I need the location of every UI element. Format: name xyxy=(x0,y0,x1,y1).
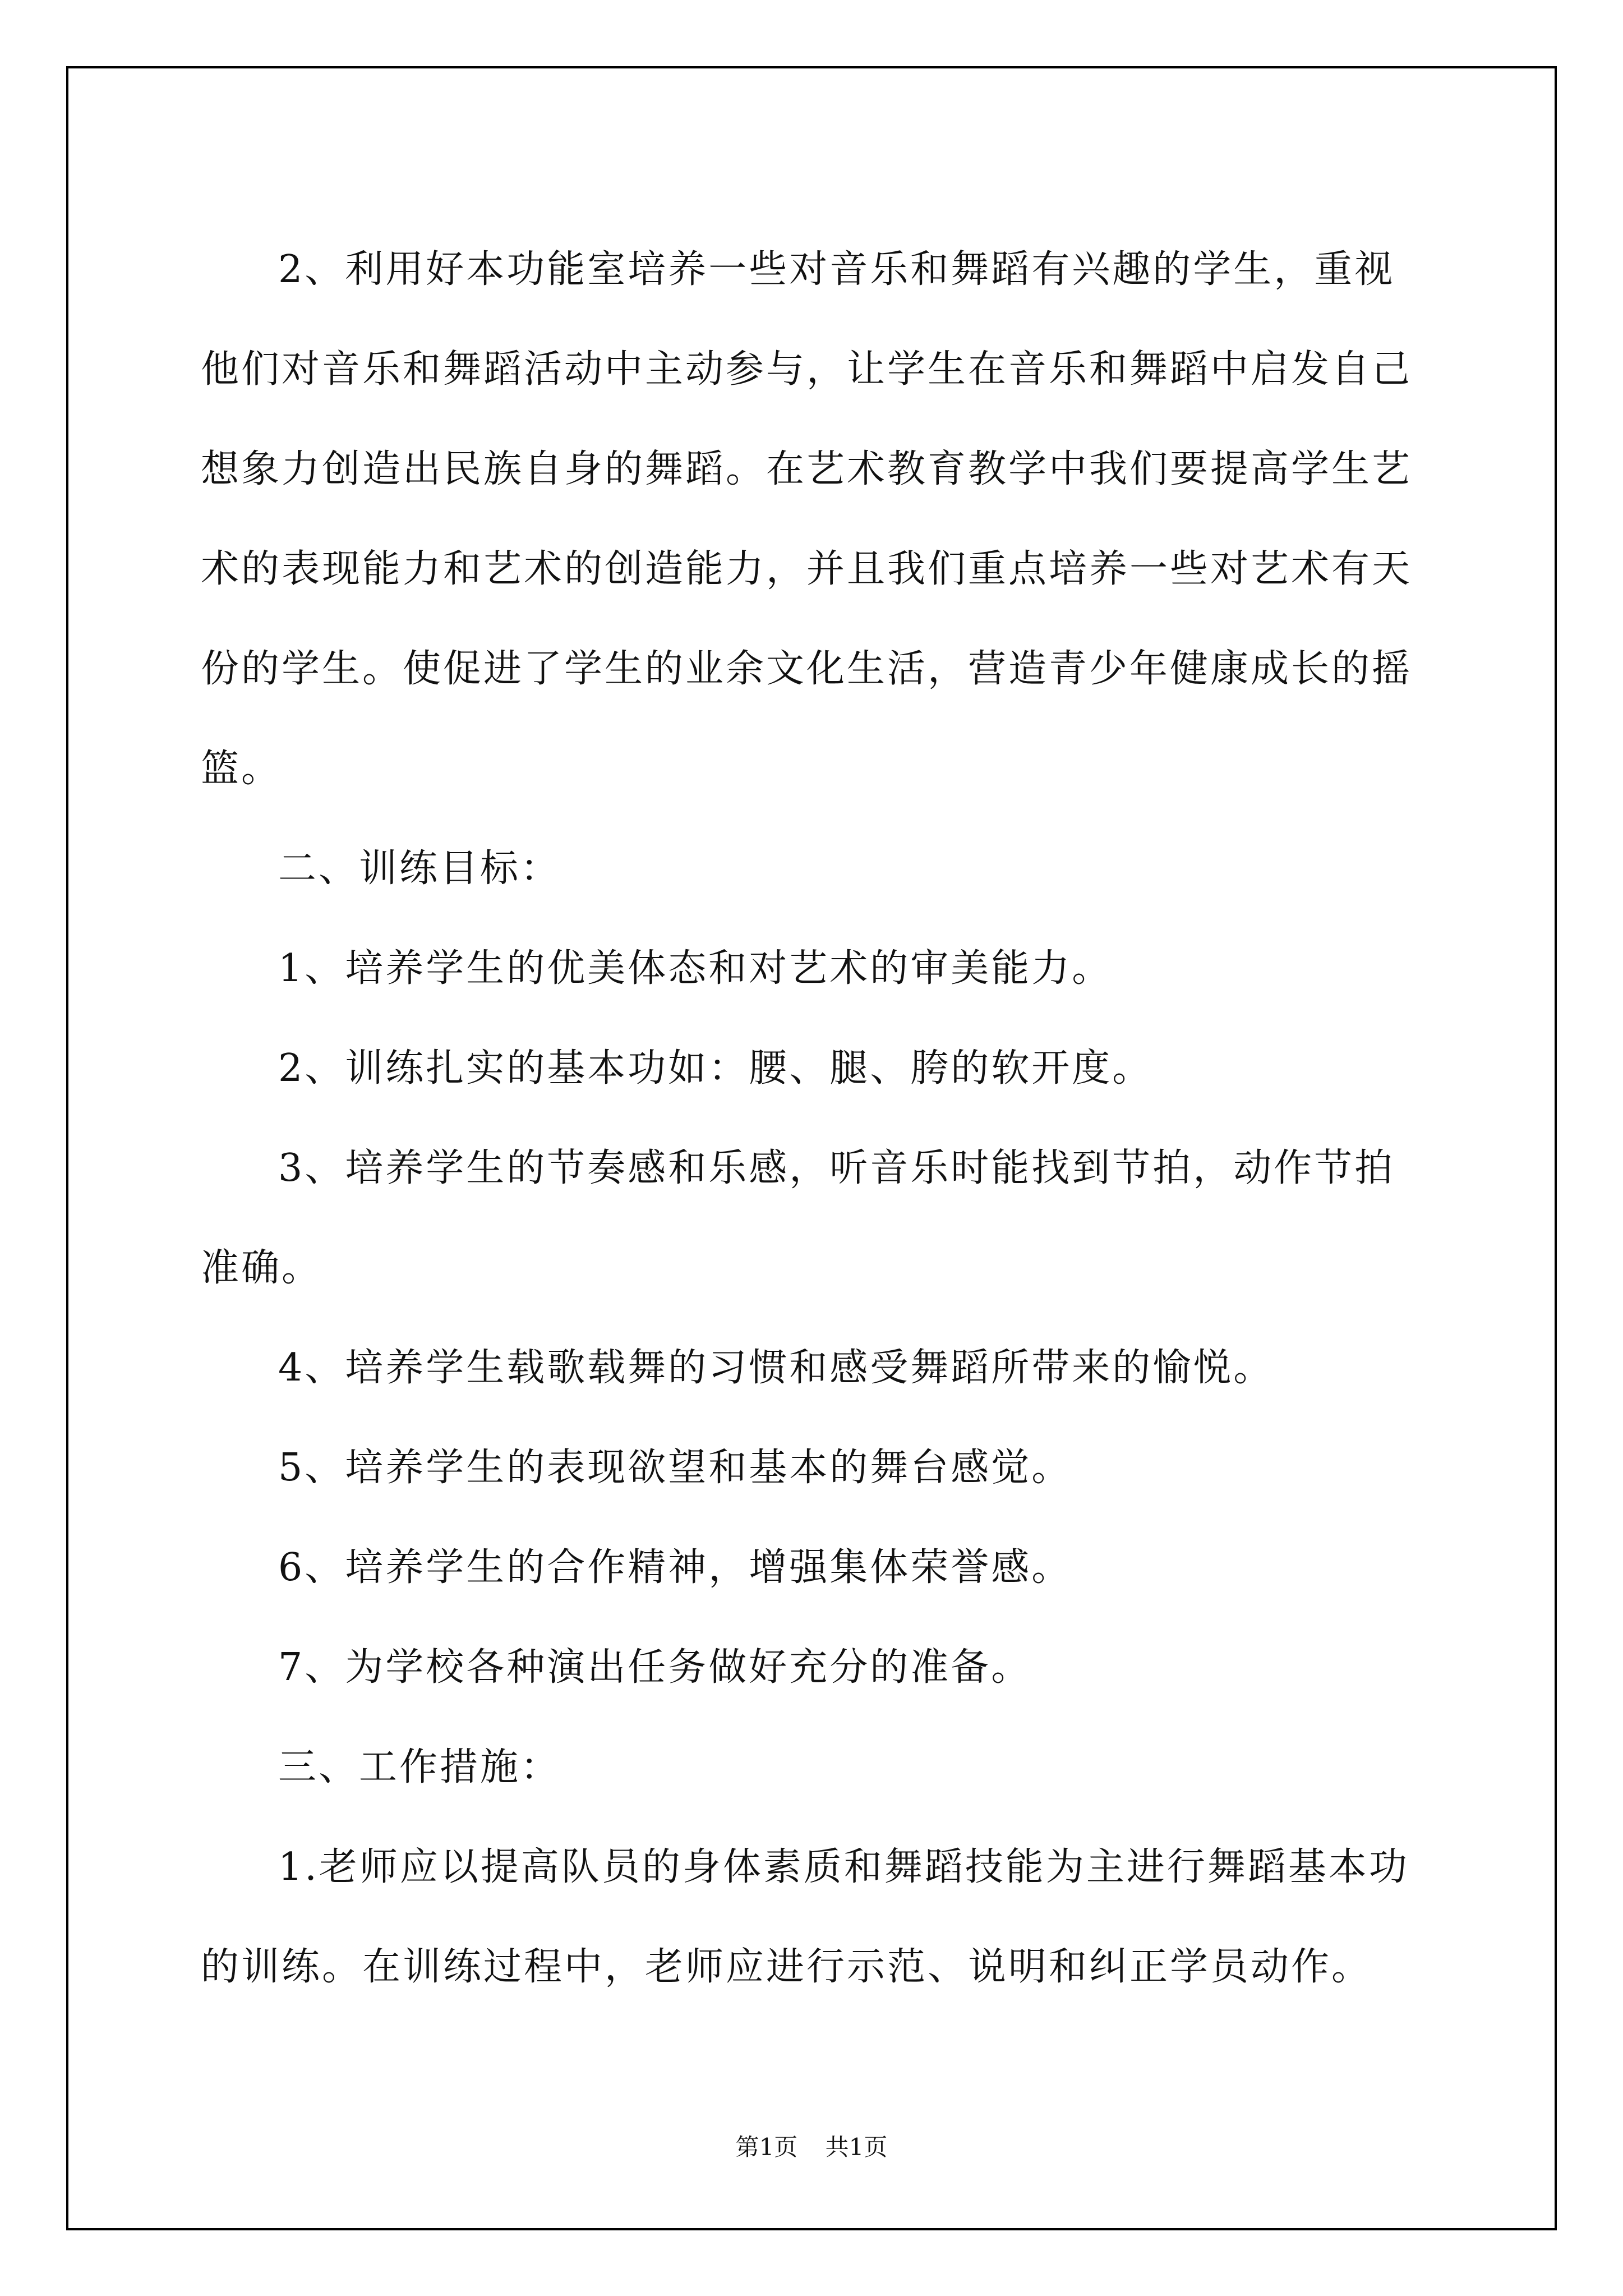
goal-item-6: 6、培养学生的合作精神，增强集体荣誉感。 xyxy=(278,1545,1072,1590)
section-heading-training-goals: 二、训练目标： xyxy=(278,846,561,891)
goal-item-5: 5、培养学生的表现欲望和基本的舞台感觉。 xyxy=(278,1446,1072,1490)
page-number: 第1页 xyxy=(735,2133,798,2161)
page-total: 共1页 xyxy=(825,2133,888,2161)
section-heading-work-measures: 三、工作措施： xyxy=(278,1745,561,1789)
goal-item-2: 2、训练扎实的基本功如：腰、腿、胯的软开度。 xyxy=(278,1046,1153,1091)
goal-item-4: 4、培养学生载歌载舞的习惯和感受舞蹈所带来的愉悦。 xyxy=(278,1346,1274,1390)
paragraph-item-2: 2、利用好本功能室培养一些对音乐和舞蹈有兴趣的学生，重视他们对音乐和舞蹈活动中主动参与，让学生在音乐和舞蹈中启发自己想象力创造出民族自身的舞蹈。在艺术教育教学中我们要提高学生艺术的表现能力和艺术的创造能力，并且我们重点培养一些对艺术有天份的学生。使促进了学生的业余文化生活，营造青少年健康成长的摇篮。 xyxy=(201,247,1413,791)
goal-item-7: 7、为学校各种演出任务做好充分的准备。 xyxy=(278,1645,1032,1690)
document-body xyxy=(201,220,1435,2017)
measure-item-1: 1.老师应以提高队员的身体素质和舞蹈技能为主进行舞蹈基本功的训练。在训练过程中，老师应进行示范、说明和纠正学员动作。 xyxy=(201,1845,1409,1989)
goal-item-3: 3、培养学生的节奏感和乐感，听音乐时能找到节拍，动作节拍准确。 xyxy=(201,1146,1395,1290)
page-footer xyxy=(0,2129,1623,2162)
goal-item-1: 1、培养学生的优美体态和对艺术的审美能力。 xyxy=(278,946,1113,991)
